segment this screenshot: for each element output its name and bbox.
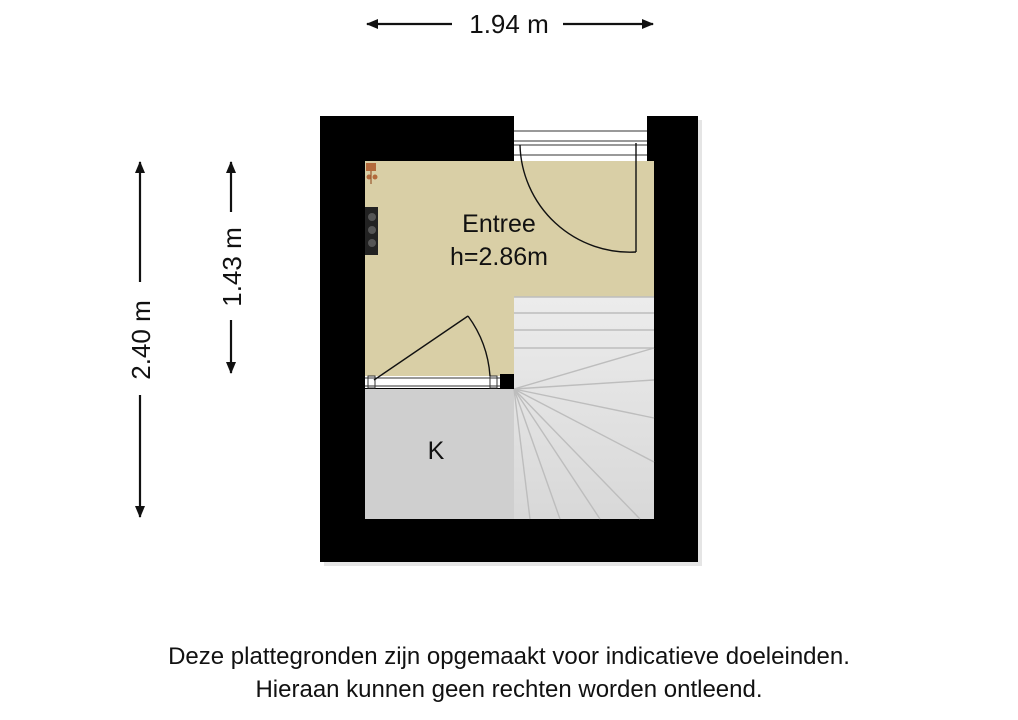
width-dimension-label: 1.94 m — [469, 9, 549, 39]
staircase — [514, 297, 654, 519]
disclaimer-line-2: Hieraan kunnen geen rechten worden ontleend. — [255, 676, 763, 703]
meter-cupboard-icon — [365, 207, 378, 255]
entree-room-name: Entree — [462, 210, 536, 238]
disclaimer-line-1: Deze plattegronden zijn opgemaakt voor indicatieve doeleinden. — [168, 643, 850, 670]
kast-room-name: K — [427, 437, 445, 465]
outer-height-dimension — [126, 162, 156, 517]
inner-height-dimension — [217, 162, 247, 373]
entree-room-height: h=2.86m — [450, 243, 548, 271]
disclaimer — [0, 640, 1018, 706]
width-dimension — [367, 9, 653, 39]
inner-height-label: 1.43 m — [217, 227, 247, 307]
outer-height-label: 2.40 m — [126, 300, 156, 380]
